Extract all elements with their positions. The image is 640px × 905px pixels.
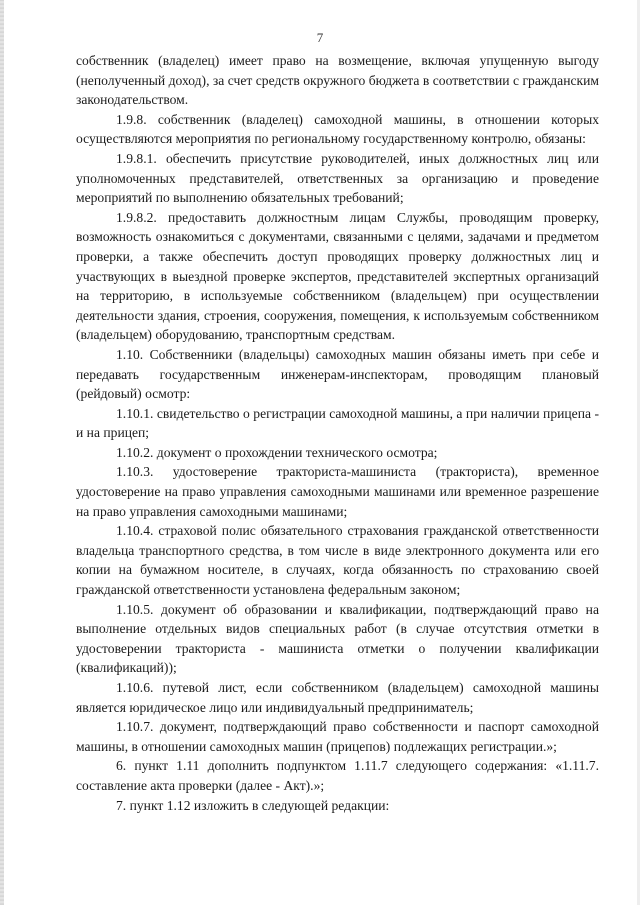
paragraph: 1.10.6. путевой лист, если собственником (владельцем) самоходной машины является юридическое лицо или индивидуальный предприниматель; — [76, 680, 599, 715]
page-number: 7 — [316, 30, 324, 45]
paragraph: 1.10.1. свидетельство о регистрации самоходной машины, а при наличии прицепа - и на прицеп; — [76, 405, 599, 441]
paragraph: 1.9.8.2. предоставить должностным лицам Службы, проводящим проверку, возможность ознакомиться с документами, связанными с целями, задачами и предметом проверки, а также обеспечить доступ проводящих проверку должностных лиц и участвующих в выездной проверке экспертов, представителей экспертных организаций на территорию, в используемые собственником (владельцем) при осуществлении деятельности здания, строения, сооружения, помещения, к используемым собственником (владельцем) оборудованию, транспортным средствам. — [76, 209, 599, 343]
document-body — [76, 51, 599, 815]
paragraph: 1.10. Собственники (владельцы) самоходных машин обязаны иметь при себе и передавать государственным инженерам-инспекторам, проводящим плановый (рейдовый) осмотр: — [76, 346, 599, 402]
paragraph: 1.10.3. удостоверение тракториста-машиниста (тракториста), временное удостоверение на право управления самоходными машинами или временное разрешение на право управления самоходными машинами; — [76, 464, 599, 519]
paragraph: 1.9.8.1. обеспечить присутствие руководителей, иных должностных лиц или уполномоченных представителей, ответственных за организацию и проведение мероприятий по выполнению обязательных требований; — [76, 150, 599, 206]
paragraph: 1.10.5. документ об образовании и квалификации, подтверждающий право на выполнение отдельных видов специальных работ (в случае отсутствия отметки в удостоверении тракториста - машиниста отметки о получении квалификации (квалификаций)); — [76, 601, 599, 676]
paragraph: собственник (владелец) имеет право на возмещение, включая упущенную выгоду (неполученный доход), за счет средств окружного бюджета в соответствии с гражданским законодательством. — [76, 53, 599, 108]
scan-left-edge — [0, 0, 4, 905]
paragraph: 7. пункт 1.12 изложить в следующей редакции: — [116, 797, 390, 813]
paragraph: 6. пункт 1.11 дополнить подпунктом 1.11.7 следующего содержания: «1.11.7. составление акта проверки (далее - Акт).»; — [76, 758, 599, 793]
paragraph: 1.10.2. документ о прохождении технического осмотра; — [116, 444, 438, 460]
paragraph: 1.10.4. страховой полис обязательного страхования гражданской ответственности владельца транспортного средства, в том числе в виде электронного документа или его копии на бумажном носителе, в случаях, когда обязанность по страхованию своей гражданской ответственности установлена федеральным законом; — [76, 523, 599, 598]
paragraph: 1.10.7. документ, подтверждающий право собственности и паспорт самоходной машины, в отношении самоходных машин (прицепов) подлежащих регистрации.»; — [76, 719, 599, 754]
paragraph: 1.9.8. собственник (владелец) самоходной машины, в отношении которых осуществляются мероприятия по региональному государственному контролю, обязаны: — [76, 111, 599, 147]
